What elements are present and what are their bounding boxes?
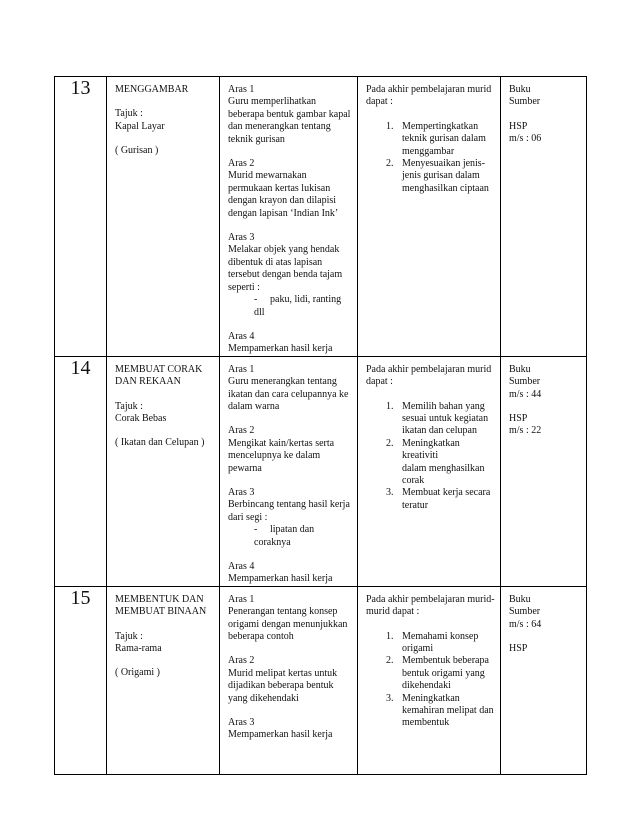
week-number: 13 xyxy=(55,77,107,357)
spacer xyxy=(115,619,215,631)
sub-item-dash: - xyxy=(254,294,258,306)
tajuk-label: Tajuk : xyxy=(115,108,143,120)
lesson-plan-body xyxy=(55,77,587,775)
level-text-line: Mengikat kain/kertas serta xyxy=(228,437,335,449)
activities-cell xyxy=(220,356,358,586)
spacer xyxy=(509,109,582,121)
reference-line: m/s : 44 xyxy=(509,388,542,400)
level-text-line: tersebut dengan benda tajam xyxy=(228,269,343,281)
objective-text-line: Memilih bahan yang xyxy=(402,400,485,412)
level-text-line: dalam warna xyxy=(228,400,280,412)
activities-cell xyxy=(220,77,358,357)
objectives-list xyxy=(366,401,496,513)
objectives-content xyxy=(358,77,500,195)
objective-text-line: kemahiran melipat dan xyxy=(402,705,494,717)
objective-text-line: Membentuk beberapa xyxy=(402,655,489,667)
objectives-content xyxy=(358,357,500,512)
objectives-cell xyxy=(358,77,501,357)
level-sub-item xyxy=(228,524,353,549)
level-label: Aras 3 xyxy=(228,717,255,729)
objective-number: 2. xyxy=(386,158,394,170)
reference-line: Buku xyxy=(509,84,531,95)
tajuk-value: Rama-rama xyxy=(115,643,162,655)
reference-line: m/s : 06 xyxy=(509,133,542,145)
level-text-line: origami dengan menunjukkan xyxy=(228,618,348,630)
activities-cell xyxy=(220,586,358,774)
topic-title-line: MENGGAMBAR xyxy=(115,84,189,95)
technique-label: ( Ikatan dan Celupan ) xyxy=(115,437,205,449)
level-label: Aras 3 xyxy=(228,486,255,498)
level-text-line: dan menerangkan tentang xyxy=(228,121,331,133)
topic-title-line: MEMBUAT BINAAN xyxy=(115,606,207,618)
activities-content xyxy=(220,357,357,586)
topic-content xyxy=(107,357,219,450)
level-text-line: Mempamerkan hasil kerja xyxy=(228,729,333,741)
objective-intro-line: dapat : xyxy=(366,96,393,108)
topic-title-line: DAN REKAAN xyxy=(115,376,181,388)
objective-number: 1. xyxy=(386,120,394,132)
spacer xyxy=(228,319,353,331)
spacer xyxy=(228,643,353,655)
level-text-line: seperti : xyxy=(228,281,260,293)
objective-text-line: Meningkatkan kreativiti xyxy=(402,437,460,462)
tajuk-label: Tajuk : xyxy=(115,630,143,642)
spacer xyxy=(509,401,582,413)
reference-content xyxy=(501,77,586,146)
level-text-line: teknik gurisan xyxy=(228,133,285,145)
sub-item-dash: - xyxy=(254,524,258,536)
spacer xyxy=(366,389,496,401)
level-label: Aras 1 xyxy=(228,363,255,375)
spacer xyxy=(509,631,582,643)
objective-number: 2. xyxy=(386,655,394,667)
level-text-line: Mempamerkan hasil kerja xyxy=(228,343,333,355)
objectives-list xyxy=(366,631,496,730)
objectives-content xyxy=(358,587,500,730)
topic-cell xyxy=(107,356,220,586)
level-label: Aras 1 xyxy=(228,84,255,95)
technique-label: ( Gurisan ) xyxy=(115,145,159,157)
objective-number: 1. xyxy=(386,630,394,642)
level-text-line: dengan lapisan ‘Indian Ink’ xyxy=(228,207,339,219)
level-text-line: Penerangan tentang konsep xyxy=(228,606,338,618)
objectives-cell xyxy=(358,586,501,774)
level-text-line: permukaan kertas lukisan xyxy=(228,182,331,194)
reference-line: HSP xyxy=(509,120,528,132)
level-label: Aras 4 xyxy=(228,330,255,342)
objective-item xyxy=(366,121,496,158)
spacer xyxy=(115,96,215,108)
activities-content xyxy=(220,587,357,742)
level-label: Aras 4 xyxy=(228,561,255,572)
spacer xyxy=(115,425,215,437)
objective-text-line: dikehendaki xyxy=(402,680,451,692)
objective-text-line: menghasilkan ciptaan xyxy=(402,182,489,194)
objective-number: 2. xyxy=(386,437,394,449)
level-text-line: beberapa bentuk gambar kapal xyxy=(228,108,351,120)
reference-cell xyxy=(501,586,587,774)
level-text-line: Berbincang tentang hasil kerja xyxy=(228,499,350,511)
week-number: 14 xyxy=(55,356,107,586)
reference-line: HSP xyxy=(509,412,528,424)
objective-text-line: sesuai untuk kegiatan xyxy=(402,412,489,424)
objective-text-line: Menyesuaikan jenis- xyxy=(402,158,486,170)
objective-text-line: origami xyxy=(402,643,434,655)
reference-line: Buku xyxy=(509,593,531,605)
objective-intro-line: Pada akhir pembelajaran murid- xyxy=(366,593,495,605)
lesson-plan-table xyxy=(54,76,587,775)
level-text-line: beberapa contoh xyxy=(228,631,294,643)
objective-item xyxy=(366,438,496,488)
objective-text-line: bentuk origami yang xyxy=(402,667,485,679)
activities-content xyxy=(220,77,357,356)
objective-text-line: membentuk xyxy=(402,717,450,729)
topic-cell xyxy=(107,586,220,774)
topic-content xyxy=(107,77,219,158)
objective-intro-line: dapat : xyxy=(366,376,393,388)
tajuk-value: Corak Bebas xyxy=(115,412,167,424)
objective-item xyxy=(366,158,496,195)
level-text-line: dengan krayon dan dilapisi xyxy=(228,195,337,207)
reference-line: m/s : 64 xyxy=(509,618,542,630)
objective-intro-line: Pada akhir pembelajaran murid xyxy=(366,84,492,95)
objective-text-line: menggambar xyxy=(402,145,455,157)
objective-text-line: teratur xyxy=(402,499,429,511)
level-text-line: Guru menerangkan tentang xyxy=(228,376,337,388)
reference-line: Sumber xyxy=(509,606,541,618)
spacer xyxy=(115,133,215,145)
sub-item-text: paku, lidi, ranting dll xyxy=(254,294,342,318)
objective-item xyxy=(366,655,496,692)
objective-text-line: Mempertingkatkan xyxy=(402,120,479,132)
level-text-line: dibentuk di atas lapisan xyxy=(228,256,323,268)
reference-content xyxy=(501,357,586,438)
objective-intro-line: Pada akhir pembelajaran murid xyxy=(366,363,492,375)
reference-line: Sumber xyxy=(509,376,541,388)
objectives-list xyxy=(366,121,496,195)
level-text-line: Guru memperlihatkan xyxy=(228,96,317,108)
topic-title-line: MEMBUAT CORAK xyxy=(115,363,203,375)
level-text-line: Murid mewarnakan xyxy=(228,170,307,182)
objective-text-line: Meningkatkan xyxy=(402,692,460,704)
reference-line: Buku xyxy=(509,363,531,375)
objective-text-line: Membuat kerja secara xyxy=(402,487,491,499)
objective-number: 3. xyxy=(386,692,394,704)
spacer xyxy=(228,220,353,232)
week-number: 15 xyxy=(55,586,107,774)
objective-text-line: corak xyxy=(402,474,425,486)
topic-cell xyxy=(107,77,220,357)
objective-number: 3. xyxy=(386,487,394,499)
level-label: Aras 2 xyxy=(228,425,255,437)
objective-item xyxy=(366,401,496,438)
objective-text-line: teknik gurisan dalam xyxy=(402,133,486,145)
level-text-line: Mempamerkan hasil kerja xyxy=(228,573,333,585)
sub-item-text: lipatan dan coraknya xyxy=(254,524,315,548)
objective-item xyxy=(366,487,496,512)
technique-label: ( Origami ) xyxy=(115,667,160,679)
objective-text-line: ikatan dan celupan xyxy=(402,425,477,437)
objective-item xyxy=(366,693,496,730)
level-text-line: yang dikehendaki xyxy=(228,692,299,704)
tajuk-label: Tajuk : xyxy=(115,400,143,412)
objective-intro-line: murid dapat : xyxy=(366,606,420,618)
spacer xyxy=(366,619,496,631)
reference-content xyxy=(501,587,586,656)
spacer xyxy=(228,146,353,158)
objective-number: 1. xyxy=(386,400,394,412)
level-text-line: Murid melipat kertas untuk xyxy=(228,667,338,679)
spacer xyxy=(228,549,353,561)
level-text-line: ikatan dan cara celupannya ke xyxy=(228,388,349,400)
objective-text-line: jenis gurisan dalam xyxy=(402,170,480,182)
topic-content xyxy=(107,587,219,680)
spacer xyxy=(228,475,353,487)
level-text-line: Melakar objek yang hendak xyxy=(228,244,340,256)
level-label: Aras 2 xyxy=(228,655,255,667)
objectives-cell xyxy=(358,356,501,586)
reference-line: m/s : 22 xyxy=(509,425,542,437)
objective-text-line: dalam menghasilkan xyxy=(402,462,485,474)
spacer xyxy=(228,413,353,425)
table-row xyxy=(55,356,587,586)
tajuk-value: Kapal Layar xyxy=(115,120,165,132)
table-row xyxy=(55,586,587,774)
level-text-line: dijadikan beberapa bentuk xyxy=(228,680,334,692)
reference-line: HSP xyxy=(509,643,528,655)
level-sub-item xyxy=(228,294,353,319)
level-label: Aras 3 xyxy=(228,232,255,244)
objective-item xyxy=(366,631,496,656)
topic-title-line: MEMBENTUK DAN xyxy=(115,593,204,605)
level-label: Aras 2 xyxy=(228,158,255,170)
level-text-line: mencelupnya ke dalam xyxy=(228,450,321,462)
spacer xyxy=(115,655,215,667)
level-text-line: pewarna xyxy=(228,462,262,474)
spacer xyxy=(115,389,215,401)
reference-line: Sumber xyxy=(509,96,541,108)
table-row xyxy=(55,77,587,357)
spacer xyxy=(366,109,496,121)
objective-text-line: Memahami konsep xyxy=(402,630,479,642)
level-label: Aras 1 xyxy=(228,593,255,605)
reference-cell xyxy=(501,77,587,357)
level-text-line: dari segi : xyxy=(228,511,268,523)
reference-cell xyxy=(501,356,587,586)
spacer xyxy=(228,705,353,717)
